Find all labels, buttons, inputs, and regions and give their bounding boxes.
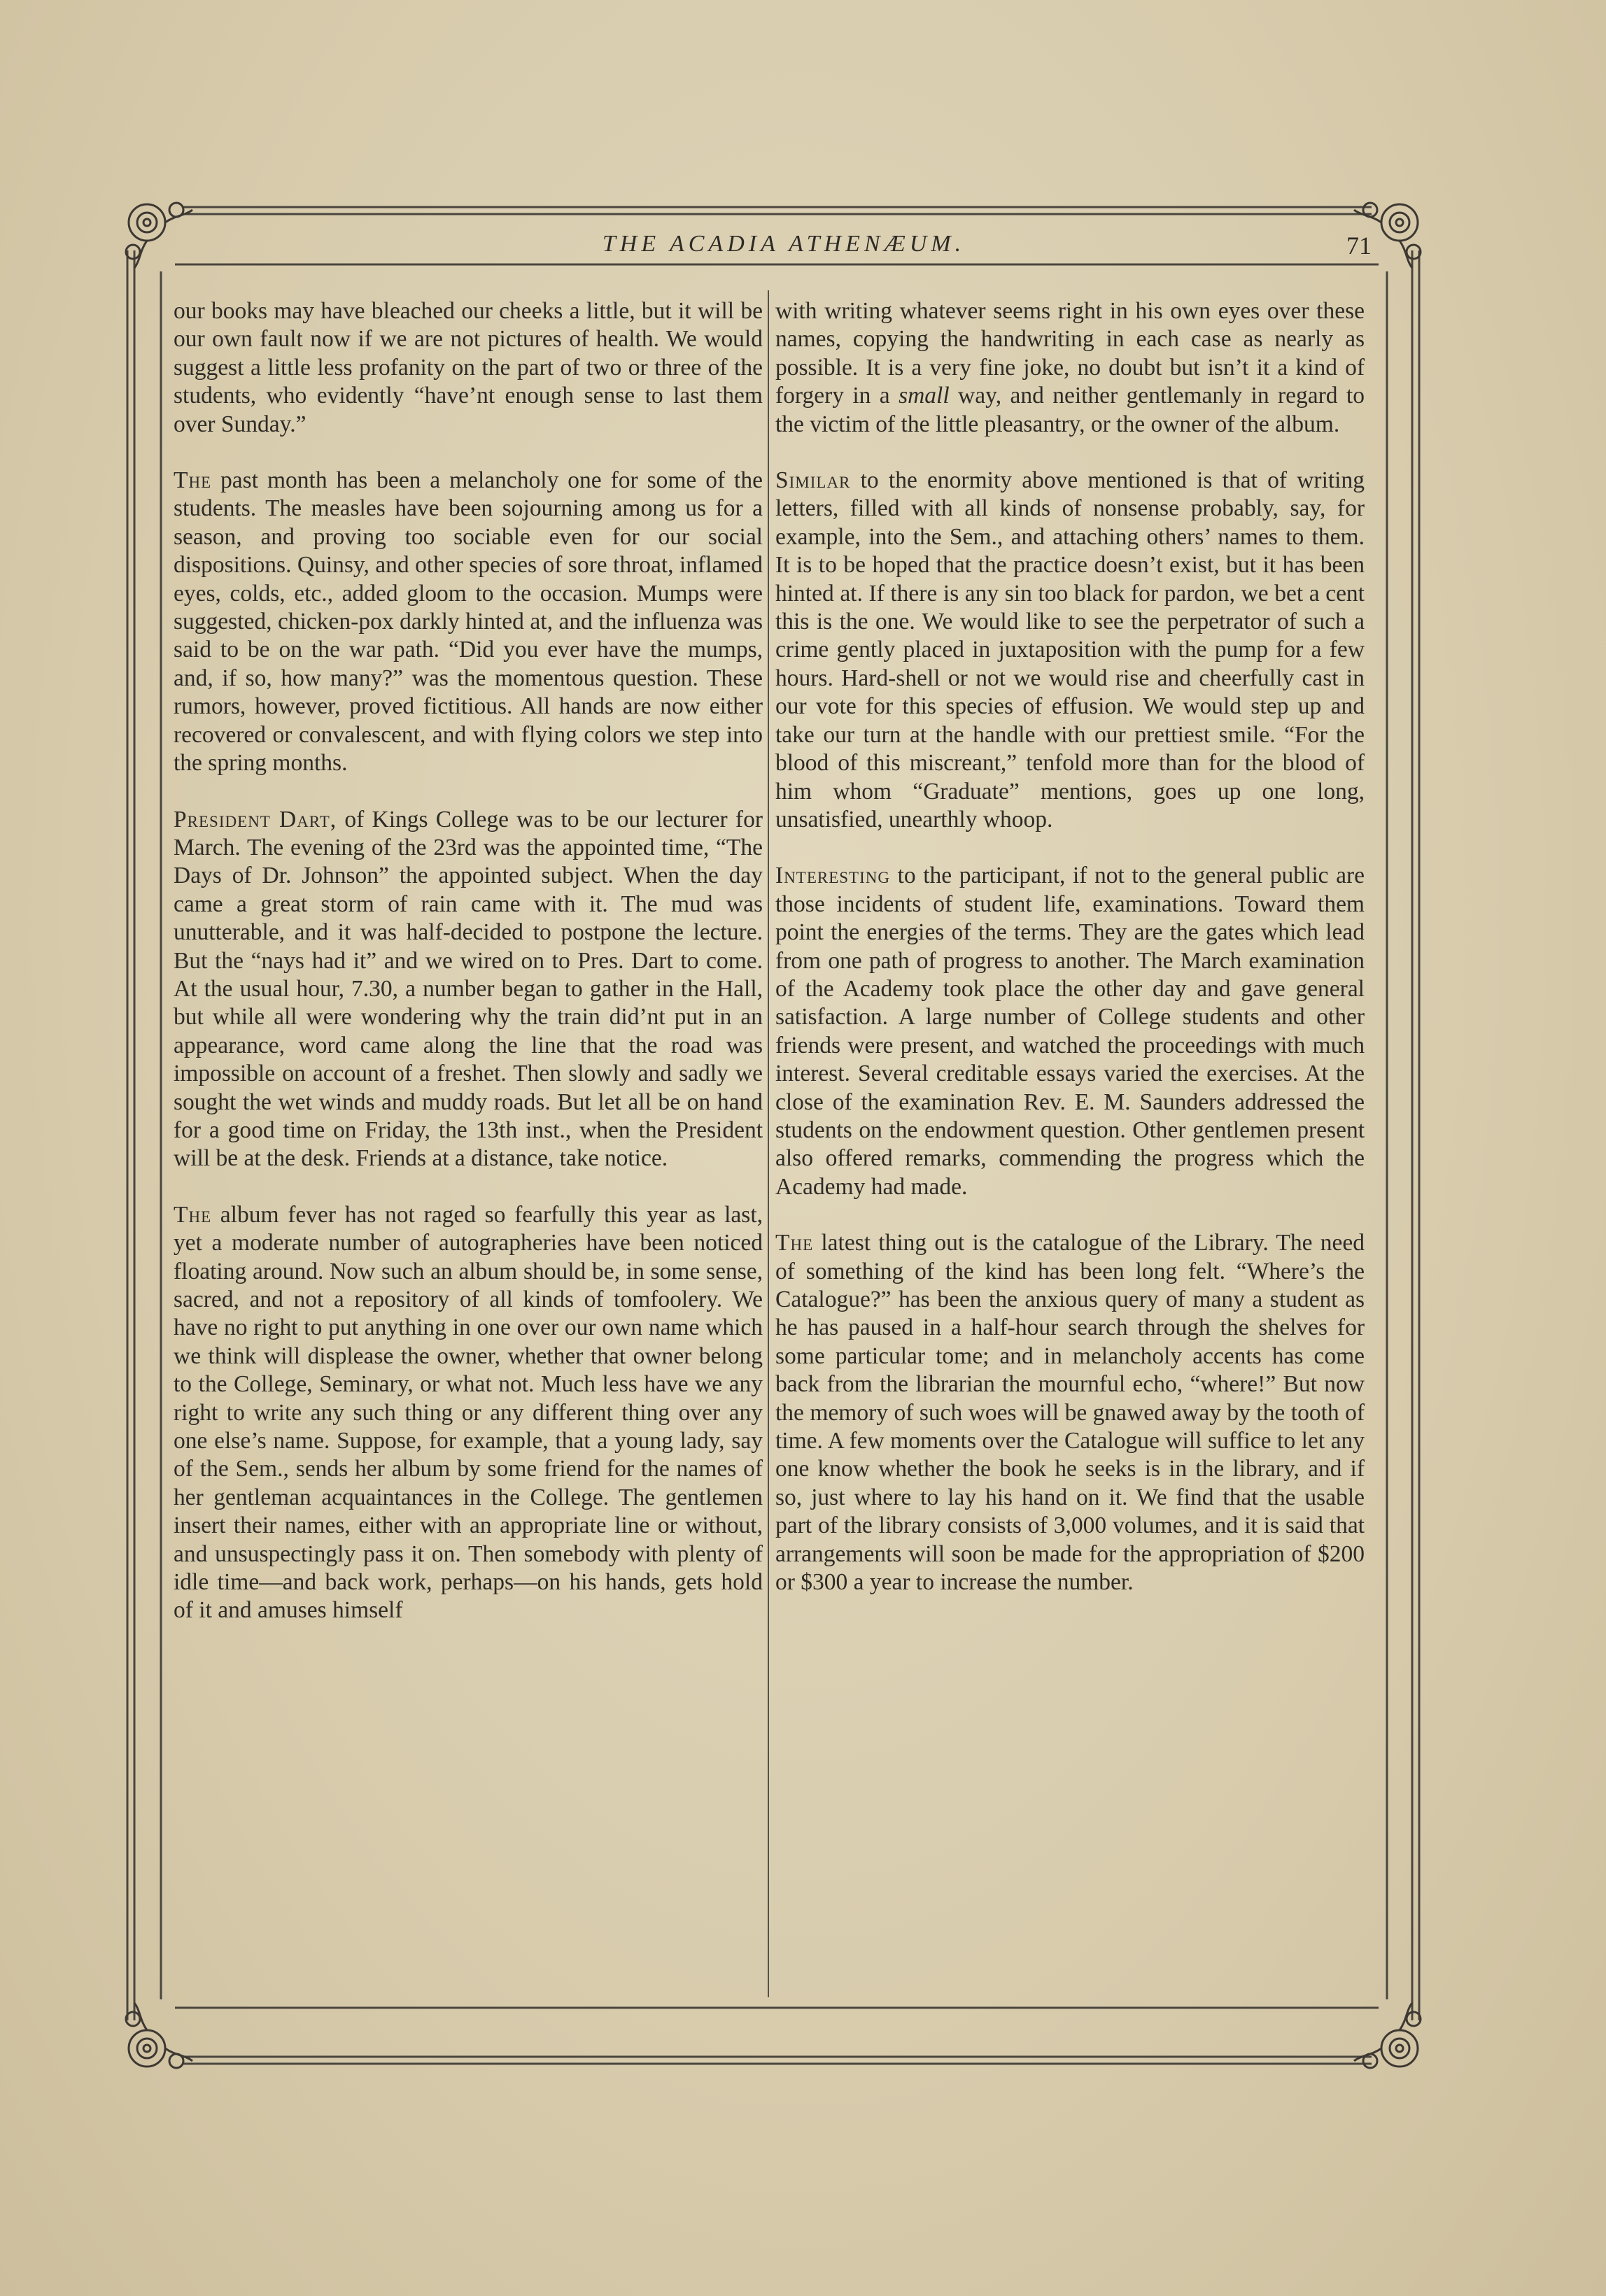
paragraph-catalogue: The latest thing out is the catalogue of the Library. The need of something of the kind has been long felt. “Where’s the Catalogue?” has been the anxious query of many a student as he has paused in a half-hour search through the shelves for some particular tome; and in melancholy accents has come back from the librarian the mournful echo, “where!” But now the memory of such woes will be gnawed away by the tooth of time. A few moments over the Catalogue will suffice to let any one know whether the book he seeks is in the library, and if so, just where to lay his hand on it. We find that the usable part of the library consists of 3,000 volumes, and it is said that arrangements will soon be made for the appropriation of $200 or $300 a year to increase the number. <box>775 1230 1365 1596</box>
page-number: 71 <box>1346 232 1372 260</box>
lead-in: Interesting <box>775 863 890 889</box>
lead-in: The <box>174 1201 212 1228</box>
lead-in: President Dart, <box>174 806 337 832</box>
paragraph-album-continued: with writing whatever seems right in his own eyes over these names, copying the handwriting in each case as nearly as possible. It is a very fine joke, no doubt but isn’t it a kind of forgery in a small way, and neither gentlemanly in regard to the victim of the little pleasantry, or the owner of the album. <box>775 298 1365 437</box>
paragraph-continued: our books may have bleached our cheeks a little, but it will be our own fault now if we are not pictures of health. We would suggest a little less profanity on the part of two or three of the students, who evidently “have’nt enough sense to last them over Sunday.” <box>174 298 763 437</box>
paragraph-interesting: Interesting to the participant, if not to the general public are those incidents of student life, examinations. Toward them point the energies of the terms. They are the gates which lead from one path of progress to another. The March examination of the Academy took place the other day and gave general satisfaction. A large number of College students and other friends were present, and watched the proceedings with much interest. Several creditable essays varied the exercises. At the close of the examination Rev. E. M. Saunders addressed the students on the endowment question. Other gentlemen present also offered remarks, commending the progress which the Academy had made. <box>775 863 1365 1200</box>
lead-in: The <box>174 467 212 494</box>
page-header <box>175 231 1393 273</box>
paragraph-melancholy: The past month has been a melancholy one for some of the students. The measles have been sojourning among us for a season, and proving too sociable even for our social dispositions. Quinsy, and other species of sore throat, inflamed eyes, colds, etc., added gloom to the occasion. Mumps were suggested, chicken-pox darkly hinted at, and the influenza was said to be on the war path. “Did you ever have the mumps, and, if so, how many?” was the momentous question. These rumors, however, proved fictitious. All hands are now either recovered or convalescent, and with flying colors we step into the spring months. <box>174 467 763 777</box>
running-title: THE ACADIA ATHENÆUM. <box>602 231 966 257</box>
paragraph-president-dart: President Dart, of Kings College was to be our lecturer for March. The evening of the 23rd was the appointed time, “The Days of Dr. Johnson” the appointed subject. When the day came a great storm of rain came with it. The mud was unutterable, and it was half-decided to postpone the lecture. But the “nays had it” and we wired on to Pres. Dart to come. At the usual hour, 7.30, a number began to gather in the Hall, but while all were wondering why the train did’nt put in an appearance, word came along the line that the road was impossible on account of a freshet. Then slowly and sadly we sought the wet winds and muddy roads. But let all be on hand for a good time on Friday, the 13th inst., when the President will be at the desk. Friends at a distance, take notice. <box>174 806 763 1172</box>
left-column <box>174 297 763 1653</box>
corner-flourish-bottom-left <box>126 2003 192 2068</box>
corner-flourish-bottom-right <box>1354 2003 1421 2068</box>
lead-in: The <box>775 1230 814 1256</box>
lead-in: Similar <box>775 467 851 494</box>
paragraph-similar: Similar to the enormity above mentioned is that of writing letters, filled with all kinds of nonsense probably, say, for example, into the Sem., and attaching others’ names to them. It is to be hoped that the practice doesn’t exist, but it has been hinted at. If there is any sin too black for pardon, we bet a cent this is the one. We would like to see the perpetrator of such a crime gently placed in juxtaposition with the pump for a few hours. Hard-shell or not we would rise and cheerfully cast in our vote for this species of effusion. We would step up and take our turn at the handle with our prettiest smile. “For the blood of this miscreant,” tenfold more than for the blood of him whom “Graduate” mentions, goes up one long, unsatisfied, unearthly whoop. <box>775 467 1365 832</box>
right-column <box>775 297 1365 1624</box>
column-divider <box>768 290 769 1997</box>
paragraph-album-fever: The album fever has not raged so fearfully this year as last, yet a moderate number of autographeries have been noticed floating around. Now such an album should be, in some sense, sacred, and not a repository of all kinds of tomfoolery. We have no right to put anything in one over our own name which we think will displease the owner, whether that owner belong to the College, Seminary, or what not. Much less have we any right to write any such thing or any different thing over any one else’s name. Suppose, for example, that a young lady, say of the Sem., sends her album by some friend for the names of her gentleman acquaintances in the College. The gentlemen insert their names, either with an appropriate line or without, and unsuspectingly pass it on. Then somebody with plenty of idle time—and back work, perhaps—on his hands, gets hold of it and amuses himself <box>174 1201 763 1624</box>
